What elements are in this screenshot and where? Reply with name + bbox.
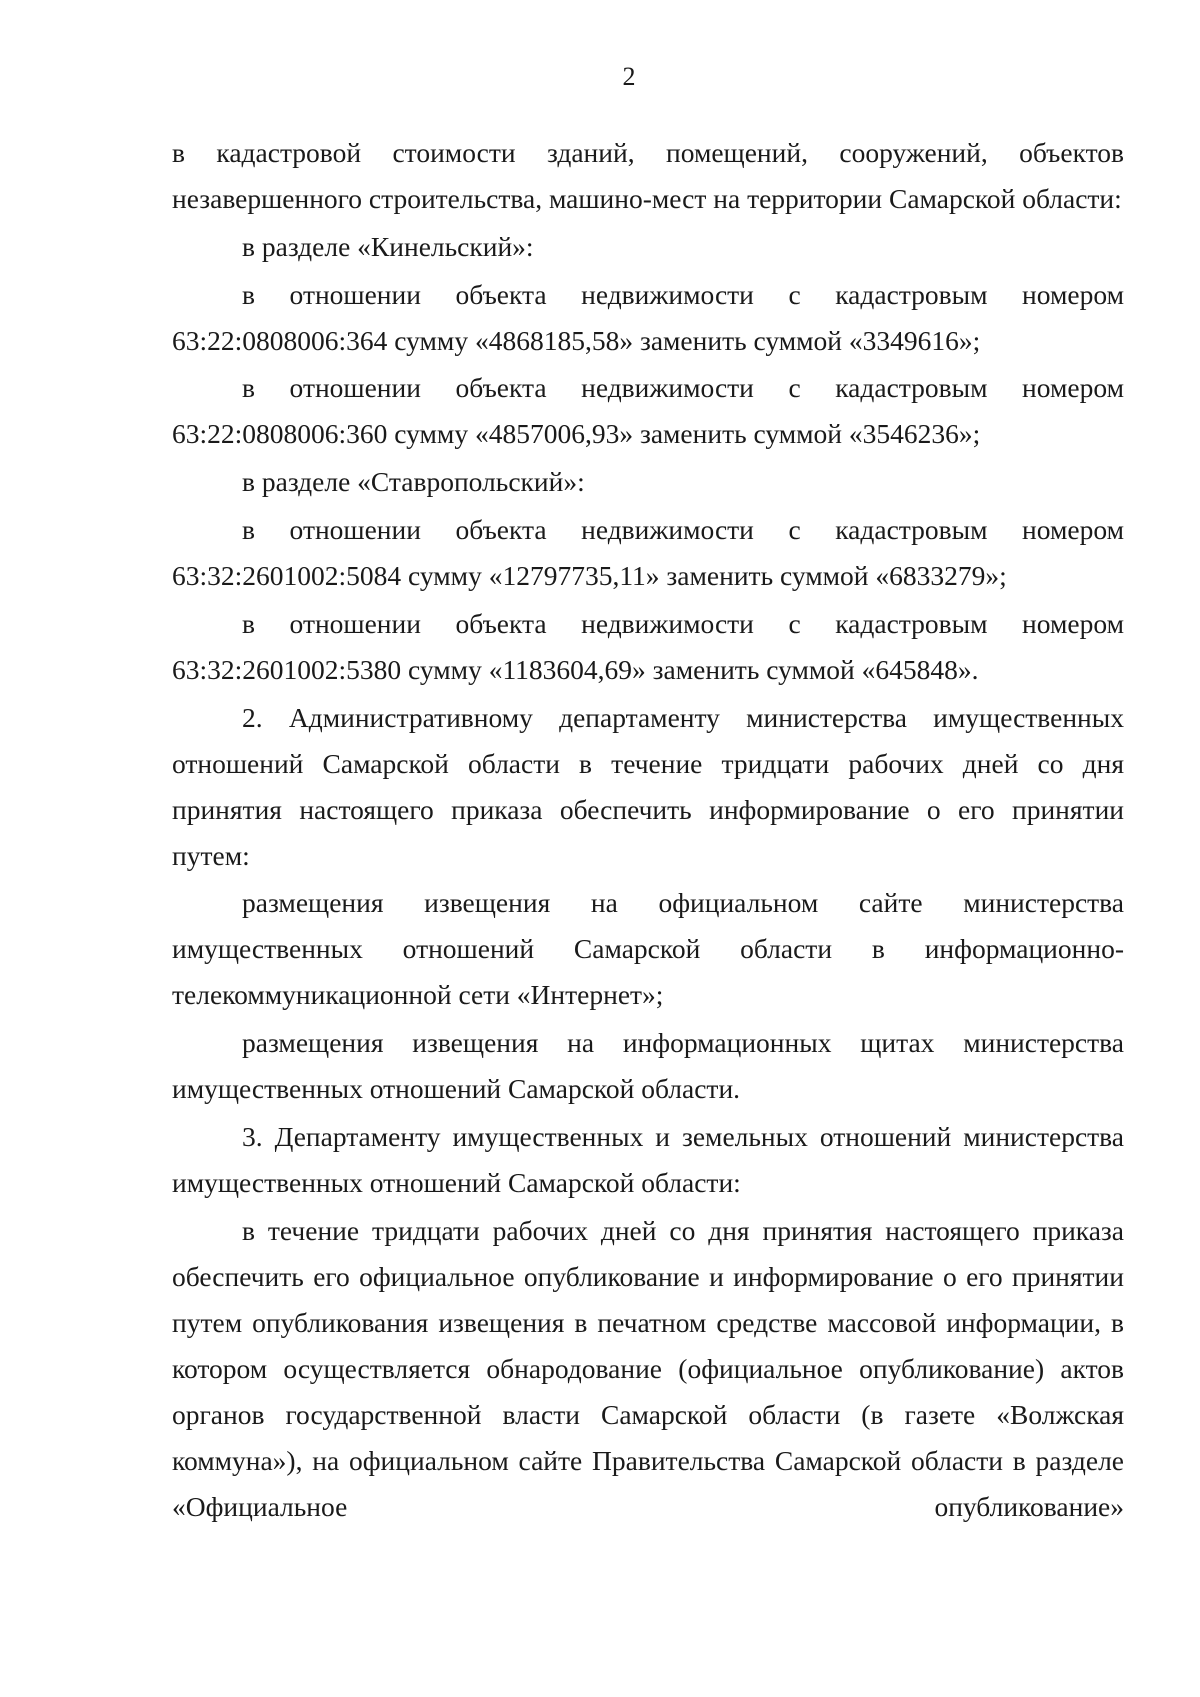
paragraph-object-364: в отношении объекта недвижимости с кадастровым номером 63:22:0808006:364 сумму «4868185,58» заменить суммой «3349616»; [172, 278, 1124, 356]
document-body [172, 130, 1124, 1532]
paragraph-item-3: 3. Департаменту имущественных и земельных отношений министерства имущественных отношений Самарской области: [172, 1120, 1124, 1198]
paragraph-cadastral-value-intro: в кадастровой стоимости зданий, помещений, сооружений, объектов незавершенного строительства, машино-мест на территории Самарской области: [172, 137, 1124, 214]
paragraph-object-5380: в отношении объекта недвижимости с кадастровым номером 63:32:2601002:5380 сумму «1183604,69» заменить суммой «645848». [172, 607, 1124, 685]
paragraph-publication: в течение тридцати рабочих дней со дня принятия настоящего приказа обеспечить его официальное опубликование и информирование о его принятии путем опубликования извещения в печатном средстве массовой информации, в котором осуществляется обнародование (официальное опубликование) актов органов государственной власти Самарской области (в газете «Волжская коммуна»), на официальном сайте Правительства Самарской области в разделе «Официальное опубликование» [172, 1214, 1124, 1522]
paragraph-object-5084: в отношении объекта недвижимости с кадастровым номером 63:32:2601002:5084 сумму «12797735,11» заменить суммой «6833279»; [172, 513, 1124, 591]
page-number: 2 [622, 62, 636, 91]
paragraph-item-2: 2. Административному департаменту министерства имущественных отношений Самарской области в течение тридцати рабочих дней со дня принятия настоящего приказа обеспечить информирование о его принятии путем: [172, 701, 1124, 871]
paragraph-website-placement: размещения извещения на официальном сайте министерства имущественных отношений Самарской области в информационно-телекоммуникационной сети «Интернет»; [172, 887, 1124, 1011]
paragraph-section-stavropolsky: в разделе «Ставропольский»: [242, 466, 585, 498]
paragraph-section-kinelsky: в разделе «Кинельский»: [242, 230, 534, 262]
paragraph-object-360: в отношении объекта недвижимости с кадастровым номером 63:22:0808006:360 сумму «4857006,93» заменить суммой «3546236»; [172, 372, 1124, 450]
paragraph-board-placement: размещения извещения на информационных щитах министерства имущественных отношений Самарской области. [172, 1027, 1124, 1105]
